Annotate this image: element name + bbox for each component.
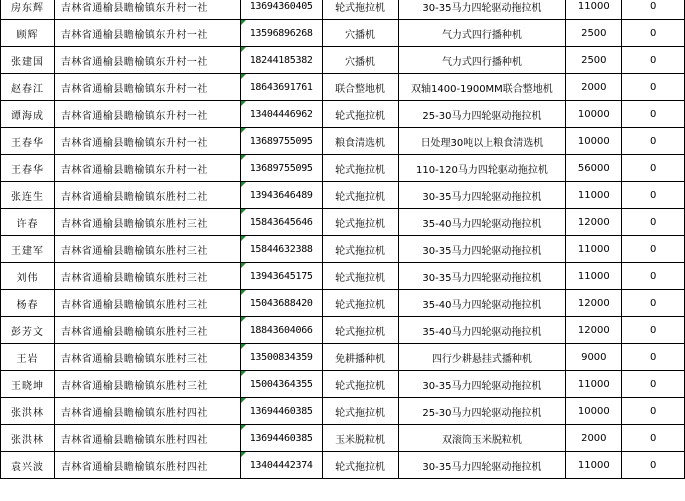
address-cell bbox=[54, 236, 240, 263]
machine-type-cell-text: 轮式拖拉机 bbox=[335, 110, 386, 122]
cell-comment-marker-icon bbox=[241, 20, 246, 25]
table-row bbox=[1, 182, 685, 209]
machine-model-cell bbox=[398, 74, 566, 101]
value-cell-text: 0 bbox=[649, 324, 657, 336]
machine-type-cell bbox=[322, 47, 398, 74]
address-cell bbox=[54, 47, 240, 74]
farmer-name-cell bbox=[1, 47, 55, 74]
phone-cell bbox=[240, 101, 322, 128]
machine-type-cell-text: 玉米脱粒机 bbox=[335, 434, 386, 446]
machine-model-cell-text: 30-35马力四轮驱动拖拉机 bbox=[422, 272, 542, 284]
address-cell bbox=[54, 371, 240, 398]
value-cell-text: 0 bbox=[649, 216, 657, 228]
cell-comment-marker-icon bbox=[241, 344, 246, 349]
machine-model-cell-text: 35-40马力四轮驱动拖拉机 bbox=[422, 218, 542, 230]
farmer-name-cell-text: 许春 bbox=[16, 218, 39, 230]
machine-model-cell-text: 30-35马力四轮驱动拖拉机 bbox=[422, 191, 542, 203]
machine-model-cell-text: 30-35马力四轮驱动拖拉机 bbox=[422, 245, 542, 257]
phone-cell bbox=[240, 47, 322, 74]
machine-model-cell-text: 30-35马力四轮驱动拖拉机 bbox=[422, 461, 542, 473]
farmer-name-cell-text: 张连生 bbox=[10, 191, 44, 203]
address-cell-text: 吉林省通榆县瞻榆镇东胜村三社 bbox=[60, 299, 208, 311]
phone-cell-text: 13689755095 bbox=[249, 162, 313, 174]
value-cell bbox=[622, 209, 685, 236]
machine-type-cell bbox=[322, 128, 398, 155]
price-cell bbox=[566, 20, 622, 47]
price-cell-text: 9000 bbox=[581, 351, 607, 363]
cell-comment-marker-icon bbox=[241, 47, 246, 52]
value-cell-text: 0 bbox=[649, 27, 657, 39]
address-cell bbox=[54, 263, 240, 290]
cell-comment-marker-icon bbox=[241, 263, 246, 268]
phone-cell-text: 13694460385 bbox=[249, 432, 313, 444]
machine-type-cell bbox=[322, 182, 398, 209]
price-cell bbox=[566, 47, 622, 74]
cell-comment-marker-icon bbox=[241, 155, 246, 160]
phone-cell-text: 15043688420 bbox=[249, 297, 313, 309]
phone-cell-text: 15004364355 bbox=[249, 378, 313, 390]
machine-model-cell bbox=[398, 371, 566, 398]
price-cell-text: 11000 bbox=[577, 189, 610, 201]
cell-comment-marker-icon bbox=[241, 74, 246, 79]
machine-type-cell bbox=[322, 101, 398, 128]
phone-cell-text: 13694360405 bbox=[249, 0, 313, 12]
phone-cell bbox=[240, 263, 322, 290]
machine-model-cell bbox=[398, 317, 566, 344]
address-cell-text: 吉林省通榆县瞻榆镇东胜村四社 bbox=[60, 434, 208, 446]
farmer-name-cell-text: 王建军 bbox=[10, 245, 44, 257]
table-row bbox=[1, 101, 685, 128]
address-cell bbox=[54, 452, 240, 479]
value-cell bbox=[622, 344, 685, 371]
farmer-name-cell bbox=[1, 263, 55, 290]
table-row bbox=[1, 452, 685, 479]
value-cell-text: 0 bbox=[649, 297, 657, 309]
price-cell bbox=[566, 317, 622, 344]
price-cell-text: 11000 bbox=[577, 0, 610, 12]
machine-model-cell bbox=[398, 155, 566, 182]
farmer-name-cell-text: 杨春 bbox=[16, 299, 39, 311]
table-row bbox=[1, 236, 685, 263]
machine-model-cell bbox=[398, 47, 566, 74]
machine-model-cell bbox=[398, 236, 566, 263]
address-cell-text: 吉林省通榆县瞻榆镇东升村一社 bbox=[60, 164, 208, 176]
phone-cell bbox=[240, 425, 322, 452]
farmer-name-cell bbox=[1, 128, 55, 155]
value-cell bbox=[622, 101, 685, 128]
value-cell bbox=[622, 182, 685, 209]
value-cell-text: 0 bbox=[649, 0, 657, 12]
value-cell bbox=[622, 20, 685, 47]
cell-comment-marker-icon bbox=[241, 425, 246, 430]
farmer-name-cell bbox=[1, 155, 55, 182]
machine-type-cell-text: 轮式拖拉机 bbox=[335, 164, 386, 176]
phone-cell-text: 18643691761 bbox=[249, 81, 313, 93]
price-cell bbox=[566, 0, 622, 20]
table-row bbox=[1, 398, 685, 425]
table-row bbox=[1, 317, 685, 344]
phone-cell bbox=[240, 317, 322, 344]
table-row bbox=[1, 425, 685, 452]
machine-model-cell-text: 110-120马力四轮驱动拖拉机 bbox=[416, 164, 548, 176]
value-cell bbox=[622, 128, 685, 155]
farmer-name-cell bbox=[1, 317, 55, 344]
machine-type-cell-text: 轮式拖拉机 bbox=[335, 461, 386, 473]
price-cell-text: 2500 bbox=[581, 54, 607, 66]
address-cell-text: 吉林省通榆县瞻榆镇东升村一社 bbox=[60, 83, 208, 95]
address-cell bbox=[54, 101, 240, 128]
value-cell-text: 0 bbox=[649, 351, 657, 363]
machine-type-cell bbox=[322, 290, 398, 317]
address-cell bbox=[54, 74, 240, 101]
address-cell bbox=[54, 290, 240, 317]
farmer-name-cell-text: 赵春江 bbox=[10, 83, 44, 95]
farmer-name-cell-text: 顾辉 bbox=[16, 29, 39, 41]
machine-model-cell-text: 气力式四行播种机 bbox=[441, 56, 522, 68]
phone-cell-text: 15844632388 bbox=[249, 243, 313, 255]
machine-type-cell bbox=[322, 371, 398, 398]
phone-cell-text: 18244185382 bbox=[249, 54, 313, 66]
address-cell-text: 吉林省通榆县瞻榆镇东胜村三社 bbox=[60, 353, 208, 365]
price-cell-text: 12000 bbox=[577, 297, 610, 309]
farmer-name-cell bbox=[1, 371, 55, 398]
phone-cell bbox=[240, 0, 322, 20]
machine-type-cell bbox=[322, 317, 398, 344]
price-cell-text: 11000 bbox=[577, 243, 610, 255]
farmer-name-cell bbox=[1, 344, 55, 371]
machine-type-cell-text: 轮式拖拉机 bbox=[335, 272, 386, 284]
machine-model-cell-text: 双滚筒玉米脱粒机 bbox=[441, 434, 522, 446]
value-cell bbox=[622, 371, 685, 398]
farmer-name-cell-text: 彭芳文 bbox=[10, 326, 44, 338]
farmer-name-cell-text: 刘伟 bbox=[16, 272, 39, 284]
table-row bbox=[1, 263, 685, 290]
machine-type-cell bbox=[322, 209, 398, 236]
value-cell bbox=[622, 317, 685, 344]
value-cell-text: 0 bbox=[649, 405, 657, 417]
price-cell-text: 12000 bbox=[577, 324, 610, 336]
value-cell-text: 0 bbox=[649, 81, 657, 93]
table-row bbox=[1, 128, 685, 155]
price-cell bbox=[566, 290, 622, 317]
farmer-name-cell bbox=[1, 74, 55, 101]
price-cell bbox=[566, 425, 622, 452]
phone-cell bbox=[240, 20, 322, 47]
address-cell-text: 吉林省通榆县瞻榆镇东升村一社 bbox=[60, 56, 208, 68]
address-cell-text: 吉林省通榆县瞻榆镇东胜村三社 bbox=[60, 272, 208, 284]
machine-model-cell bbox=[398, 101, 566, 128]
phone-cell-text: 13694460385 bbox=[249, 405, 313, 417]
machine-type-cell bbox=[322, 398, 398, 425]
farmer-name-cell-text: 张洪林 bbox=[10, 407, 44, 419]
machine-model-cell-text: 35-40马力四轮驱动拖拉机 bbox=[422, 326, 542, 338]
phone-cell bbox=[240, 344, 322, 371]
machine-type-cell-text: 轮式拖拉机 bbox=[335, 2, 386, 14]
table-row bbox=[1, 371, 685, 398]
cell-comment-marker-icon bbox=[241, 209, 246, 214]
table-row bbox=[1, 0, 685, 20]
machine-type-cell bbox=[322, 74, 398, 101]
phone-cell-text: 18843604066 bbox=[249, 324, 313, 336]
machine-type-cell bbox=[322, 236, 398, 263]
price-cell bbox=[566, 398, 622, 425]
farmer-name-cell-text: 王晓坤 bbox=[10, 380, 44, 392]
cell-comment-marker-icon bbox=[241, 452, 246, 457]
price-cell bbox=[566, 344, 622, 371]
price-cell-text: 11000 bbox=[577, 270, 610, 282]
price-cell-text: 2000 bbox=[581, 432, 607, 444]
machine-type-cell-text: 联合整地机 bbox=[335, 83, 386, 95]
value-cell bbox=[622, 452, 685, 479]
price-cell bbox=[566, 371, 622, 398]
phone-cell-text: 13404442374 bbox=[249, 459, 313, 471]
machine-type-cell-text: 粮食清选机 bbox=[335, 137, 386, 149]
farmer-name-cell bbox=[1, 182, 55, 209]
address-cell-text: 吉林省通榆县瞻榆镇东胜村三社 bbox=[60, 380, 208, 392]
address-cell bbox=[54, 209, 240, 236]
machine-type-cell bbox=[322, 0, 398, 20]
machine-type-cell-text: 轮式拖拉机 bbox=[335, 191, 386, 203]
price-cell-text: 10000 bbox=[577, 135, 610, 147]
address-cell bbox=[54, 317, 240, 344]
value-cell bbox=[622, 290, 685, 317]
address-cell bbox=[54, 20, 240, 47]
machine-model-cell-text: 日处理30吨以上粮食清选机 bbox=[420, 137, 544, 149]
machine-model-cell bbox=[398, 290, 566, 317]
farmer-name-cell bbox=[1, 101, 55, 128]
farmer-name-cell-text: 张建国 bbox=[10, 56, 44, 68]
machine-type-cell bbox=[322, 263, 398, 290]
address-cell bbox=[54, 182, 240, 209]
address-cell-text: 吉林省通榆县瞻榆镇东胜村三社 bbox=[60, 245, 208, 257]
farmer-name-cell-text: 袁兴波 bbox=[10, 461, 44, 473]
table-row bbox=[1, 155, 685, 182]
price-cell-text: 10000 bbox=[577, 108, 610, 120]
cell-comment-marker-icon bbox=[241, 290, 246, 295]
farmer-name-cell-text: 王春华 bbox=[10, 137, 44, 149]
cell-comment-marker-icon bbox=[241, 236, 246, 241]
table-row bbox=[1, 290, 685, 317]
phone-cell-text: 15843645646 bbox=[249, 216, 313, 228]
machine-type-cell-text: 轮式拖拉机 bbox=[335, 380, 386, 392]
price-cell bbox=[566, 74, 622, 101]
phone-cell bbox=[240, 209, 322, 236]
machine-type-cell-text: 轮式拖拉机 bbox=[335, 407, 386, 419]
value-cell-text: 0 bbox=[649, 135, 657, 147]
value-cell-text: 0 bbox=[649, 54, 657, 66]
phone-cell-text: 13500834359 bbox=[249, 351, 313, 363]
value-cell bbox=[622, 425, 685, 452]
price-cell bbox=[566, 155, 622, 182]
machine-type-cell-text: 穴播机 bbox=[345, 29, 376, 41]
value-cell-text: 0 bbox=[649, 108, 657, 120]
machine-type-cell-text: 免耕播种机 bbox=[335, 353, 386, 365]
farmer-name-cell bbox=[1, 290, 55, 317]
value-cell-text: 0 bbox=[649, 189, 657, 201]
machine-model-cell-text: 气力式四行播种机 bbox=[441, 29, 522, 41]
price-cell bbox=[566, 209, 622, 236]
machine-type-cell bbox=[322, 425, 398, 452]
price-cell bbox=[566, 263, 622, 290]
price-cell-text: 12000 bbox=[577, 216, 610, 228]
value-cell-text: 0 bbox=[649, 162, 657, 174]
farmer-name-cell bbox=[1, 209, 55, 236]
machine-type-cell bbox=[322, 155, 398, 182]
address-cell-text: 吉林省通榆县瞻榆镇东胜村四社 bbox=[60, 461, 208, 473]
machine-type-cell-text: 轮式拖拉机 bbox=[335, 245, 386, 257]
machine-model-cell bbox=[398, 398, 566, 425]
address-cell-text: 吉林省通榆县瞻榆镇东胜村三社 bbox=[60, 218, 208, 230]
value-cell-text: 0 bbox=[649, 270, 657, 282]
table-row bbox=[1, 344, 685, 371]
machine-type-cell bbox=[322, 344, 398, 371]
machine-model-cell bbox=[398, 452, 566, 479]
machine-model-cell-text: 双轴1400-1900MM联合整地机 bbox=[411, 83, 553, 95]
value-cell-text: 0 bbox=[649, 459, 657, 471]
price-cell-text: 2500 bbox=[581, 27, 607, 39]
address-cell bbox=[54, 344, 240, 371]
address-cell bbox=[54, 0, 240, 20]
farmer-name-cell bbox=[1, 0, 55, 20]
machine-type-cell-text: 轮式拖拉机 bbox=[335, 299, 386, 311]
machine-model-cell bbox=[398, 128, 566, 155]
phone-cell-text: 13943645175 bbox=[249, 270, 313, 282]
price-cell bbox=[566, 452, 622, 479]
cell-comment-marker-icon bbox=[241, 317, 246, 322]
value-cell bbox=[622, 155, 685, 182]
cell-comment-marker-icon bbox=[241, 182, 246, 187]
machine-model-cell bbox=[398, 20, 566, 47]
value-cell bbox=[622, 0, 685, 20]
price-cell-text: 10000 bbox=[577, 405, 610, 417]
price-cell-text: 11000 bbox=[577, 378, 610, 390]
price-cell-text: 11000 bbox=[577, 459, 610, 471]
phone-cell bbox=[240, 236, 322, 263]
farmer-name-cell bbox=[1, 425, 55, 452]
phone-cell-text: 13596896268 bbox=[249, 27, 313, 39]
price-cell bbox=[566, 101, 622, 128]
address-cell-text: 吉林省通榆县瞻榆镇东胜村四社 bbox=[60, 407, 208, 419]
phone-cell bbox=[240, 182, 322, 209]
value-cell bbox=[622, 263, 685, 290]
machine-model-cell-text: 25-30马力四轮驱动拖拉机 bbox=[422, 407, 542, 419]
price-cell-text: 2000 bbox=[581, 81, 607, 93]
address-cell-text: 吉林省通榆县瞻榆镇东升村一社 bbox=[60, 137, 208, 149]
farmer-name-cell bbox=[1, 236, 55, 263]
machine-model-cell bbox=[398, 0, 566, 20]
value-cell-text: 0 bbox=[649, 378, 657, 390]
address-cell-text: 吉林省通榆县瞻榆镇东升村一社 bbox=[60, 29, 208, 41]
machine-type-cell-text: 穴播机 bbox=[345, 56, 376, 68]
cell-comment-marker-icon bbox=[241, 398, 246, 403]
farmer-name-cell-text: 谭海成 bbox=[10, 110, 44, 122]
address-cell-text: 吉林省通榆县瞻榆镇东胜村三社 bbox=[60, 326, 208, 338]
phone-cell-text: 13943646489 bbox=[249, 189, 313, 201]
farmer-name-cell bbox=[1, 398, 55, 425]
address-cell-text: 吉林省通榆县瞻榆镇东升村一社 bbox=[60, 110, 208, 122]
table-row bbox=[1, 47, 685, 74]
farmer-name-cell-text: 王岩 bbox=[16, 353, 39, 365]
table-row bbox=[1, 20, 685, 47]
machine-model-cell bbox=[398, 209, 566, 236]
machine-type-cell bbox=[322, 452, 398, 479]
price-cell bbox=[566, 128, 622, 155]
machine-model-cell-text: 30-35马力四轮驱动拖拉机 bbox=[422, 380, 542, 392]
machine-type-cell bbox=[322, 20, 398, 47]
farmer-name-cell-text: 王春华 bbox=[10, 164, 44, 176]
price-cell bbox=[566, 182, 622, 209]
address-cell-text: 吉林省通榆县瞻榆镇东升村一社 bbox=[60, 2, 208, 14]
value-cell bbox=[622, 236, 685, 263]
address-cell bbox=[54, 128, 240, 155]
phone-cell bbox=[240, 452, 322, 479]
value-cell bbox=[622, 74, 685, 101]
machine-model-cell bbox=[398, 344, 566, 371]
address-cell bbox=[54, 155, 240, 182]
price-cell-text: 56000 bbox=[577, 162, 610, 174]
address-cell bbox=[54, 425, 240, 452]
address-cell bbox=[54, 398, 240, 425]
cell-comment-marker-icon bbox=[241, 101, 246, 106]
machine-model-cell bbox=[398, 182, 566, 209]
machine-model-cell-text: 30-35马力四轮驱动拖拉机 bbox=[422, 2, 542, 14]
phone-cell bbox=[240, 155, 322, 182]
machine-type-cell-text: 轮式拖拉机 bbox=[335, 326, 386, 338]
phone-cell-text: 13689755095 bbox=[249, 135, 313, 147]
farmer-name-cell-text: 张洪林 bbox=[10, 434, 44, 446]
machine-model-cell-text: 25-30马力四轮驱动拖拉机 bbox=[422, 110, 542, 122]
phone-cell bbox=[240, 74, 322, 101]
value-cell-text: 0 bbox=[649, 432, 657, 444]
phone-cell bbox=[240, 398, 322, 425]
machine-model-cell-text: 四行少耕悬挂式播种机 bbox=[431, 353, 532, 365]
cell-comment-marker-icon bbox=[241, 128, 246, 133]
table-row bbox=[1, 209, 685, 236]
phone-cell bbox=[240, 128, 322, 155]
machine-model-cell bbox=[398, 263, 566, 290]
cell-comment-marker-icon bbox=[241, 371, 246, 376]
phone-cell-text: 13404446962 bbox=[249, 108, 313, 120]
value-cell bbox=[622, 47, 685, 74]
value-cell-text: 0 bbox=[649, 243, 657, 255]
price-cell bbox=[566, 236, 622, 263]
farmer-name-cell bbox=[1, 20, 55, 47]
farmer-name-cell bbox=[1, 452, 55, 479]
phone-cell bbox=[240, 290, 322, 317]
machine-model-cell bbox=[398, 425, 566, 452]
table-row bbox=[1, 74, 685, 101]
address-cell-text: 吉林省通榆县瞻榆镇东胜村二社 bbox=[60, 191, 208, 203]
phone-cell bbox=[240, 371, 322, 398]
farmer-name-cell-text: 房东辉 bbox=[10, 2, 44, 14]
machine-model-cell-text: 35-40马力四轮驱动拖拉机 bbox=[422, 299, 542, 311]
machine-type-cell-text: 轮式拖拉机 bbox=[335, 218, 386, 230]
value-cell bbox=[622, 398, 685, 425]
